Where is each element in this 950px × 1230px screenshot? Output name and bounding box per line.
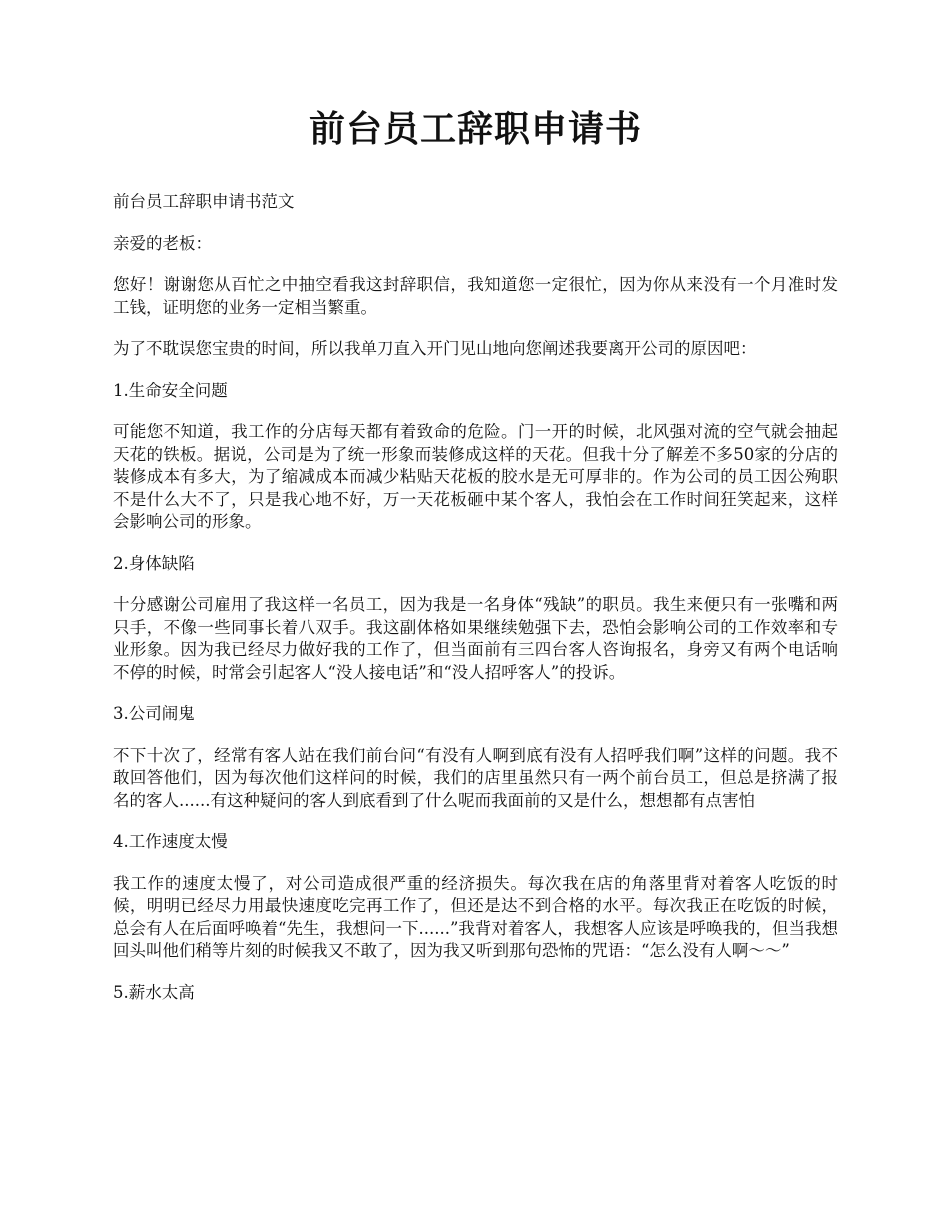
section-heading: 4.工作速度太慢 [113, 832, 228, 852]
section-body: 不下十次了，经常有客人站在我们前台问“有没有人啊到底有没有人招呼我们啊”这样的问题。我不敢回答他们，因为每次他们这样问的时候，我们的店里虽然只有一两个前台员工，但总是挤满了报名的客人......有这种疑问的客人到底看到了什么呢而我面前的又是什么，想想都有点害怕 [113, 745, 838, 810]
document-subtitle: 前台员工辞职申请书范文 [113, 192, 295, 212]
intro-paragraph: 为了不耽误您宝贵的时间，所以我单刀直入开门见山地向您阐述我要离开公司的原因吧： [113, 339, 757, 359]
section-heading: 3.公司闹鬼 [113, 704, 195, 724]
section-body: 可能您不知道，我工作的分店每天都有着致命的危险。门一开的时候，北风强对流的空气就会抽起天花的铁板。据说，公司是为了统一形象而装修成这样的天花。但我十分了解差不多50家的分店的装修成本有多大，为了缩减成本而减少粘贴天花板的胶水是无可厚非的。作为公司的员工因公殉职不是什么大不了，只是我心地不好，万一天花板砸中某个客人，我怕会在工作时间狂笑起来，这样会影响公司的形象。 [113, 422, 838, 532]
section-heading: 2.身体缺陷 [113, 553, 195, 573]
section-body: 我工作的速度太慢了，对公司造成很严重的经济损失。每次我在店的角落里背对着客人吃饭的时候，明明已经尽力用最快速度吃完再工作了，但还是达不到合格的水平。每次我正在吃饭的时候，总会有人在后面呼唤着“先生，我想问一下......”我背对着客人，我想客人应该是呼唤我的，但当我想回头叫他们稍等片刻的时候我又不敢了，因为我又听到那句恐怖的咒语：“怎么没有人啊～～” [113, 873, 838, 961]
document-title: 前台员工辞职申请书 [308, 108, 642, 150]
greeting-paragraph: 您好！谢谢您从百忙之中抽空看我这封辞职信，我知道您一定很忙，因为你从来没有一个月准时发工钱，证明您的业务一定相当繁重。 [113, 275, 838, 317]
section-body: 十分感谢公司雇用了我这样一名员工，因为我是一名身体“残缺”的职员。我生来便只有一张嘴和两只手，不像一些同事长着八双手。我这副体格如果继续勉强下去，恐怕会影响公司的工作效率和专业形象。因为我已经尽力做好我的工作了，但当面前有三四台客人咨询报名，身旁又有两个电话响不停的时候，时常会引起客人“没人接电话”和“没人招呼客人”的投诉。 [113, 595, 838, 682]
section-heading: 1.生命安全问题 [113, 380, 228, 400]
section-heading: 5.薪水太高 [113, 982, 195, 1002]
salutation: 亲爱的老板： [113, 233, 212, 253]
